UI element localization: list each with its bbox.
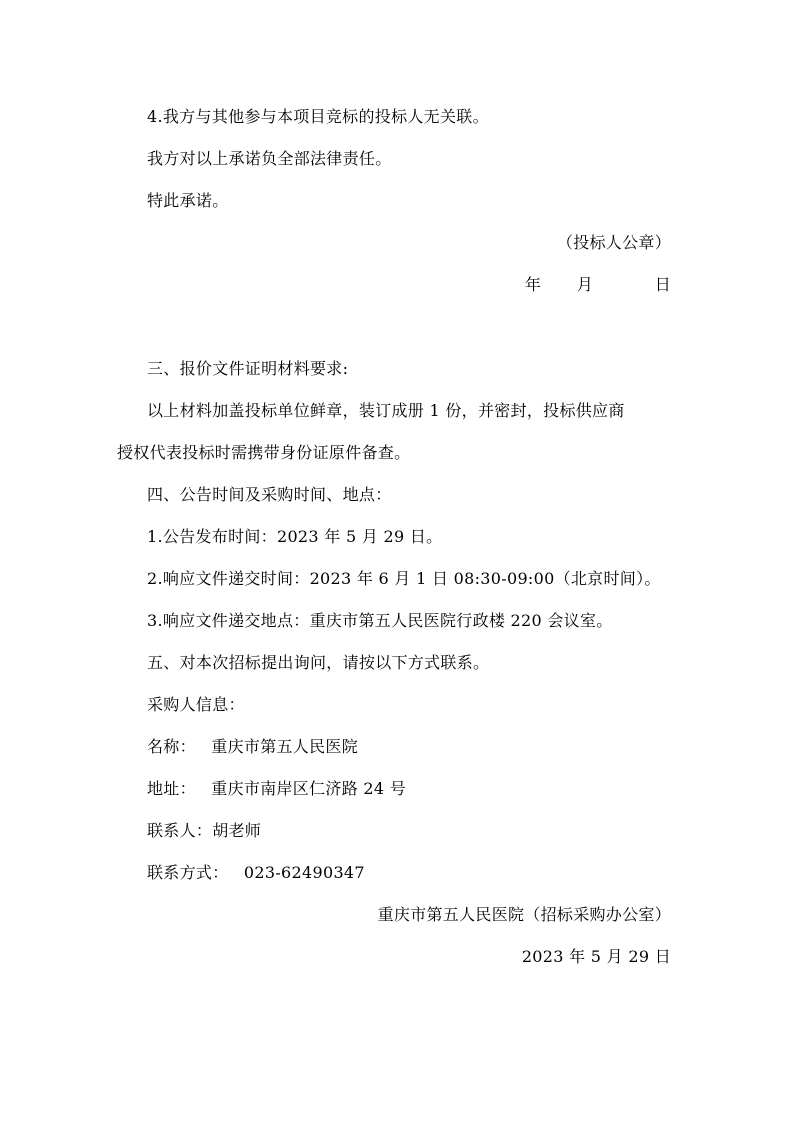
address-label: 地址： <box>147 779 196 798</box>
date-year-label: 年 <box>524 275 542 294</box>
address-value: 重庆市南岸区仁济路 24 号 <box>211 779 407 798</box>
section-3-heading: 三、报价文件证明材料要求: <box>147 359 349 378</box>
section-4-heading: 四、公告时间及采购时间、地点： <box>147 485 392 504</box>
section-3-body-line-1: 以上材料加盖投标单位鲜章，装订成册 1 份，并密封，投标供应商 <box>147 401 625 420</box>
name-value: 重庆市第五人民医院 <box>211 737 358 756</box>
responsibility-statement: 我方对以上承诺负全部法律责任。 <box>147 149 392 168</box>
phone-value: 023-62490347 <box>243 863 365 882</box>
date-day-label: 日 <box>654 275 671 294</box>
contact-value: 胡老师 <box>212 821 262 840</box>
contact-label: 联系人： <box>147 821 213 840</box>
purchaser-contact-row <box>147 821 261 841</box>
closing-statement: 特此承诺。 <box>147 191 229 210</box>
purchaser-phone-row <box>147 863 365 883</box>
submission-location: 3.响应文件递交地点：重庆市第五人民医院行政楼 220 会议室。 <box>147 611 613 630</box>
bidder-seal-label: （投标人公章） <box>556 233 671 252</box>
date-month-label: 月 <box>576 275 594 294</box>
purchaser-info-label: 采购人信息： <box>147 695 245 714</box>
commitment-item-4: 4.我方与其他参与本项目竞标的投标人无关联。 <box>147 107 489 126</box>
name-label: 名称： <box>147 737 196 756</box>
section-3-body-line-2: 授权代表投标时需携带身份证原件备查。 <box>117 443 411 462</box>
signature-date: 2023 年 5 月 29 日 <box>521 947 671 966</box>
signature-date-blank <box>511 275 671 295</box>
section-5-heading: 五、对本次招标提出询问，请按以下方式联系。 <box>147 653 490 672</box>
announcement-time: 1.公告发布时间：2023 年 5 月 29 日。 <box>147 527 443 546</box>
submission-time: 2.响应文件递交时间：2023 年 6 月 1 日 08:30-09:00（北京时间）。 <box>147 569 661 588</box>
signature-organization: 重庆市第五人民医院（招标采购办公室） <box>377 905 671 924</box>
phone-label: 联系方式： <box>147 863 229 882</box>
purchaser-address-row <box>147 779 406 799</box>
purchaser-name-row <box>147 737 358 757</box>
